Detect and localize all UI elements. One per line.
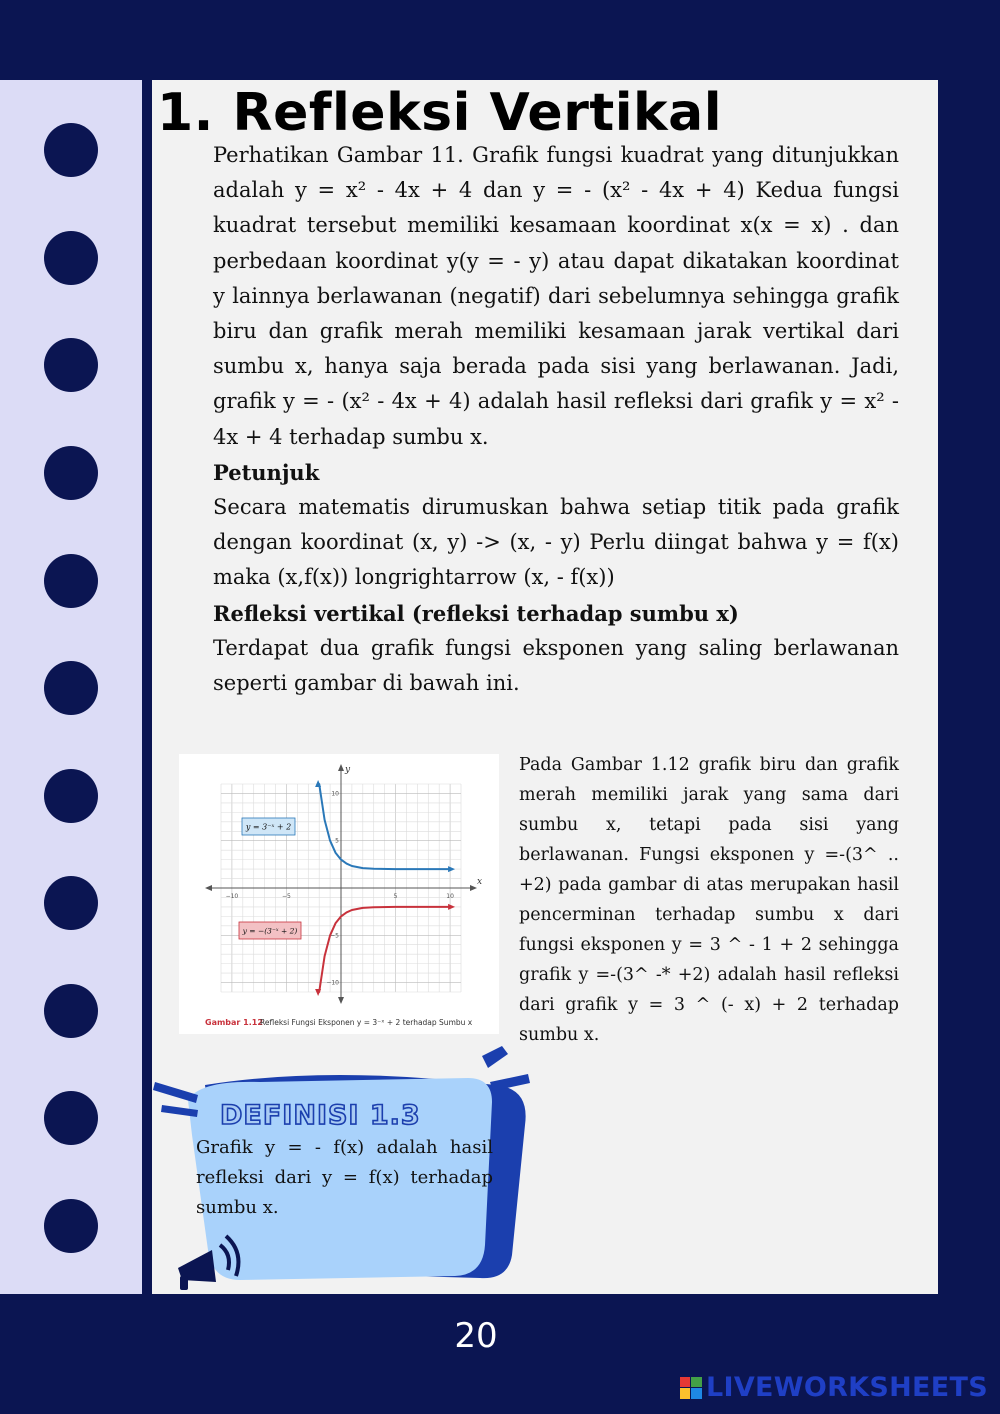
- spark-stroke: [496, 1102, 522, 1110]
- blue-curve-label: y = 3⁻ˣ + 2: [245, 822, 292, 832]
- y-axis-arrow-down-icon: [338, 997, 344, 1004]
- tick-label: −5: [330, 932, 339, 940]
- tick-label: 10: [331, 790, 339, 798]
- tick-label: −5: [282, 893, 291, 900]
- hint-heading: Petunjuk: [213, 459, 320, 485]
- hint-paragraph: Secara matematis dirumuskan bahwa setiap titik pada grafik dengan koordinat (x, y) -> (x, - y) Perlu diingat bahwa y = f(x) maka (x,f(x)) longrightarrow (x, - f(x)): [213, 495, 899, 590]
- spark-stroke: [482, 1046, 508, 1068]
- binder-ring: [44, 769, 98, 823]
- tick-label: −10: [225, 893, 239, 900]
- section-paragraph: Terdapat dua grafik fungsi eksponen yang saling berlawanan seperti gambar di bawah ini.: [213, 635, 899, 696]
- megaphone-handle: [180, 1276, 188, 1290]
- x-axis-arrow-icon: [470, 885, 477, 891]
- spark-stroke: [490, 1074, 530, 1091]
- binder-ring: [44, 984, 98, 1038]
- blue-curve-arrow-icon: [315, 780, 321, 787]
- red-curve-arrow-icon: [315, 989, 321, 996]
- figure-exponential-reflection: [179, 754, 499, 1034]
- binder-ring: [44, 661, 98, 715]
- binder-ring: [44, 446, 98, 500]
- binder-ring: [44, 123, 98, 177]
- liveworksheets-logo-icon: [680, 1377, 702, 1399]
- binder-ring: [44, 338, 98, 392]
- binder-ring: [44, 876, 98, 930]
- red-curve-label: y = −(3⁻ˣ + 2): [242, 926, 298, 936]
- figure-caption: Refleksi Fungsi Eksponen y = 3⁻ˣ + 2 terhadap Sumbu x: [260, 1018, 473, 1027]
- logo-tile: [680, 1377, 691, 1388]
- brand-name: LIVEWORKSHEETS: [705, 1372, 988, 1403]
- definition-title: DEFINISI 1.3: [220, 1100, 421, 1131]
- x-axis-label: x: [477, 877, 483, 887]
- x-axis-arrow-left-icon: [205, 885, 212, 891]
- binder-ring: [44, 1199, 98, 1253]
- blue-curve-end-arrow-icon: [448, 866, 455, 872]
- intro-paragraph: Perhatikan Gambar 11. Grafik fungsi kuadrat yang ditunjukkan adalah y = x² - 4x + 4 dan y = - (x² - 4x + 4) Kedua fungsi kuadrat tersebut memiliki kesamaan koordinat x(x = x) . dan perbedaan koordinat y(y = - y) atau dapat dikatakan koordinat y lainnya berlawanan (negatif) dari sebelumnya sehingga grafik biru dan grafik merah memiliki kesamaan jarak vertikal dari sumbu x, hanya saja berada pada sisi yang berlawanan. Jadi, grafik y = - (x² - 4x + 4) adalah hasil refleksi dari grafik y = x² - 4x + 4 terhadap sumbu x.: [213, 143, 899, 449]
- section-heading: Refleksi vertikal (refleksi terhadap sumbu x): [213, 600, 739, 626]
- tick-label: 5: [393, 893, 398, 900]
- logo-tile: [691, 1377, 702, 1388]
- exponential-graph: [179, 754, 499, 1034]
- spark-stroke: [153, 1082, 198, 1103]
- main-text: [213, 138, 899, 701]
- figure-caption-number: Gambar 1.12: [205, 1018, 263, 1027]
- definition-text: Grafik y = - f(x) adalah hasil refleksi dari y = f(x) terhadap sumbu x.: [196, 1137, 493, 1218]
- page-title: 1. Refleksi Vertikal: [157, 83, 723, 143]
- tick-label: −10: [326, 979, 339, 987]
- graph-axes: [205, 764, 482, 1004]
- red-curve-end-arrow-icon: [448, 904, 455, 910]
- liveworksheets-brand[interactable]: [680, 1372, 988, 1403]
- binder-ring: [44, 554, 98, 608]
- page-number: 20: [454, 1316, 498, 1356]
- figure-explanation: Pada Gambar 1.12 grafik biru dan grafik merah memiliki jarak yang sama dari sumbu x, tetapi pada sisi yang berlawanan. Fungsi eksponen y =-(3^ .. +2) pada gambar di atas merupakan hasil pencerminan terhadap sumbu x dari fungsi eksponen y = 3 ^ - 1 + 2 sehingga grafik y =-(3^ -* +2) adalah hasil refleksi dari grafik y = 3 ^ (- x) + 2 terhadap sumbu x.: [519, 755, 899, 1045]
- tick-label: 10: [446, 893, 454, 900]
- tick-label: 5: [335, 837, 339, 845]
- logo-tile: [691, 1388, 702, 1399]
- y-axis-label: y: [345, 765, 351, 775]
- binder-strip: [0, 80, 142, 1294]
- binder-ring: [44, 231, 98, 285]
- y-axis-arrow-icon: [338, 764, 344, 771]
- logo-tile: [680, 1388, 691, 1399]
- binder-ring: [44, 1091, 98, 1145]
